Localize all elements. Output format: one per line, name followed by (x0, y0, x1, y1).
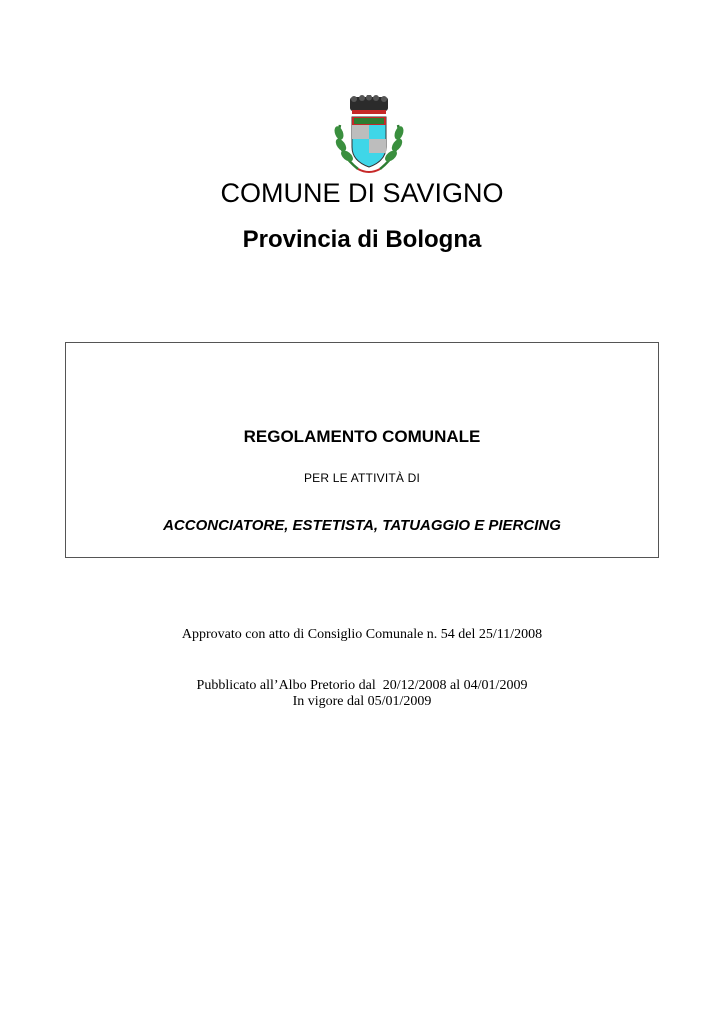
province-title: Provincia di Bologna (242, 226, 482, 253)
approval-note: Approvato con atto di Consiglio Comunale n. 54 del 25/11/2008 (181, 627, 543, 642)
publication-period: Pubblicato all’Albo Pretorio dal 20/12/2008 al 04/01/2009 (196, 678, 528, 693)
regulation-subject: ACCONCIATORE, ESTETISTA, TATUAGGIO E PIERCING (163, 517, 561, 534)
regulation-subtitle: PER LE ATTIVITÀ DI (303, 471, 421, 485)
regulation-box (65, 342, 659, 558)
coat-of-arms-icon (330, 95, 408, 177)
municipality-title: COMUNE DI SAVIGNO (220, 178, 504, 208)
publication-notes (0, 678, 724, 710)
regulation-title: REGOLAMENTO COMUNALE (243, 427, 481, 446)
in-force-date: In vigore dal 05/01/2009 (292, 694, 432, 709)
